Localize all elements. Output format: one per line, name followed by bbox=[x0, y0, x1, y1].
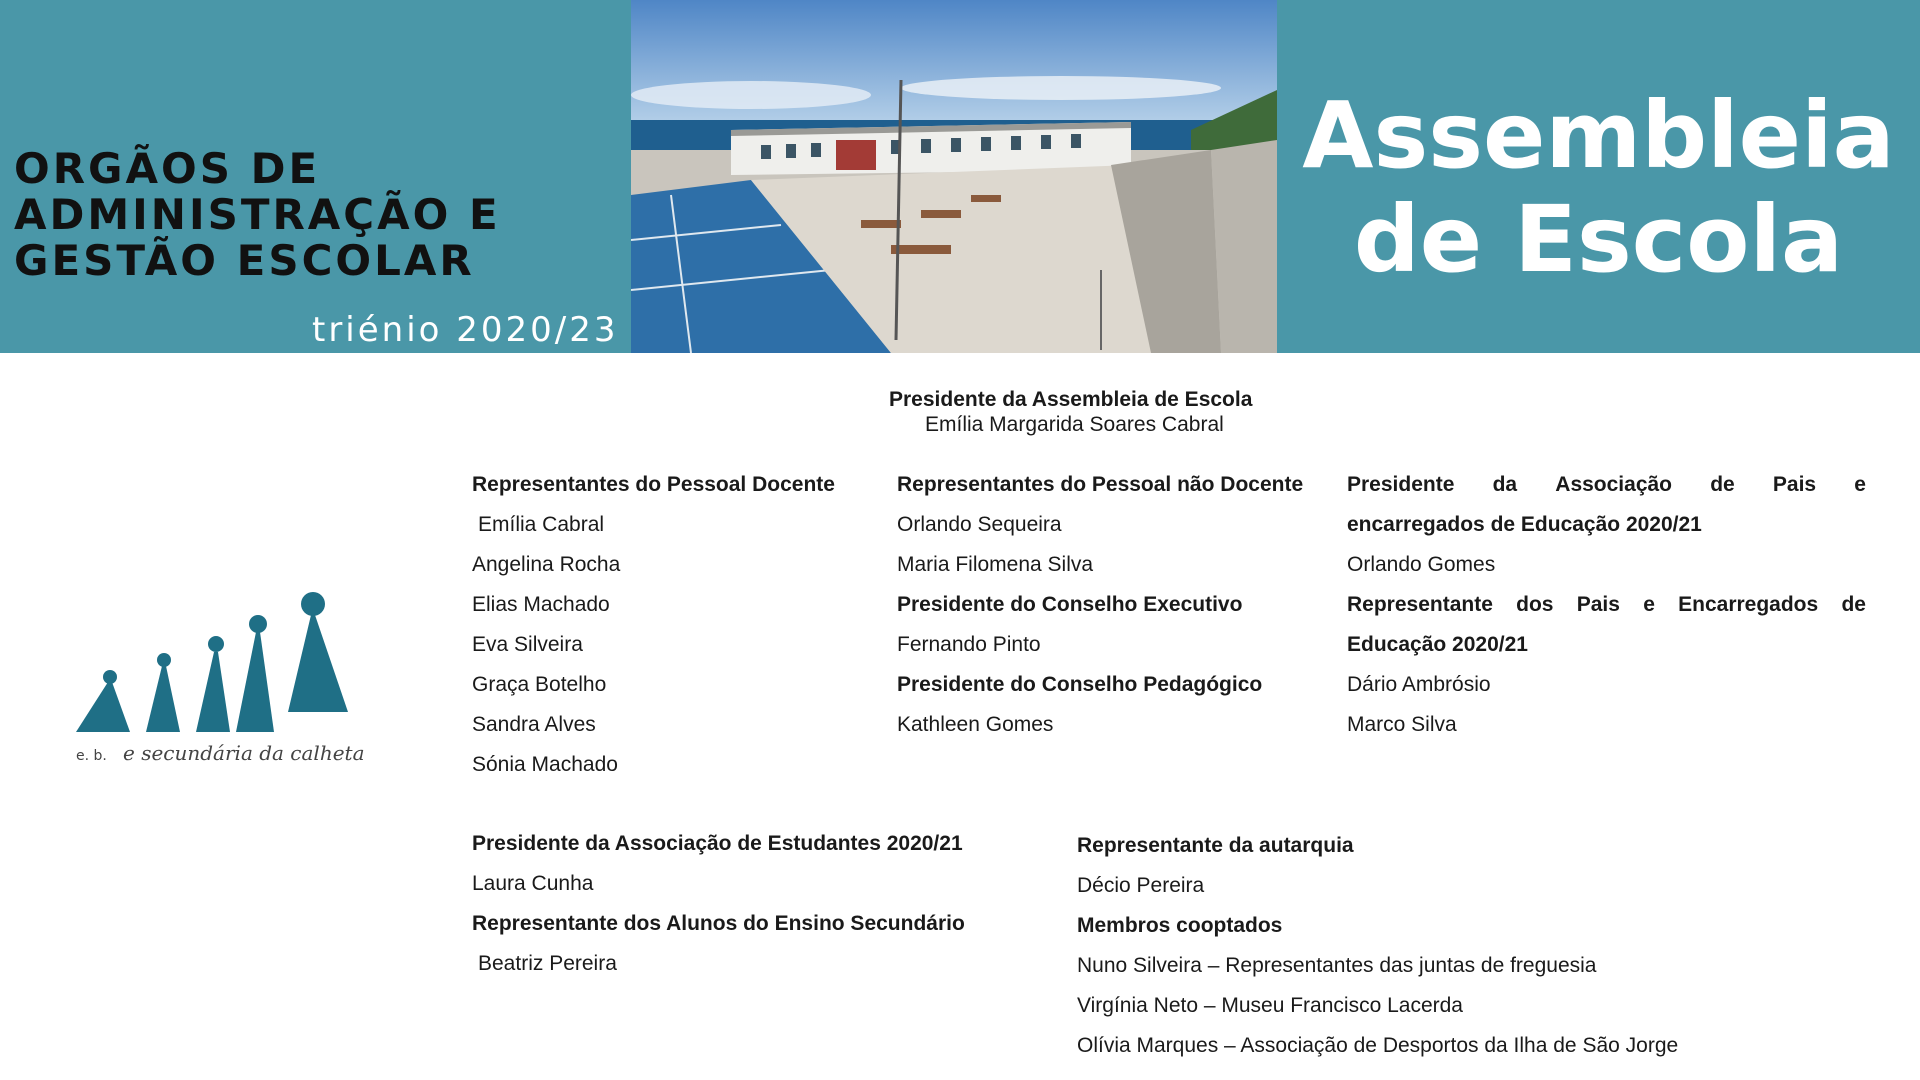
president-heading: Presidente da Assembleia de Escola bbox=[889, 388, 1253, 411]
list-item: Maria Filomena Silva bbox=[897, 553, 1094, 576]
main-title bbox=[1277, 84, 1920, 292]
section-title bbox=[14, 146, 614, 284]
school-logo bbox=[68, 582, 368, 772]
list-item: Angelina Rocha bbox=[472, 553, 621, 576]
docente-section bbox=[472, 465, 835, 785]
list-item: Marco Silva bbox=[1347, 713, 1457, 736]
conselho-pedagogico-heading: Presidente do Conselho Pedagógico bbox=[897, 673, 1263, 696]
main-title-line: de Escola bbox=[1353, 186, 1844, 293]
conselho-executivo-heading: Presidente do Conselho Executivo bbox=[897, 593, 1243, 616]
autarquia-section bbox=[1077, 826, 1678, 1066]
list-item: Fernando Pinto bbox=[897, 633, 1041, 656]
period-label: triénio 2020/23 bbox=[312, 310, 619, 350]
header-band bbox=[0, 0, 1920, 353]
list-item: Emília Cabral bbox=[478, 513, 605, 536]
nao-docente-heading: Representantes do Pessoal não Docente bbox=[897, 473, 1304, 496]
associacao-pais-heading: Presidente da Associação de Pais e bbox=[1347, 473, 1866, 496]
list-item: Virgínia Neto – Museu Francisco Lacerda bbox=[1077, 994, 1463, 1017]
list-item: Nuno Silveira – Representantes das juntas de freguesia bbox=[1077, 954, 1597, 977]
list-item: Sandra Alves bbox=[472, 713, 596, 736]
nao-docente-section bbox=[897, 465, 1303, 745]
estudantes-section bbox=[472, 824, 965, 984]
autarquia-heading: Representante da autarquia bbox=[1077, 834, 1354, 857]
list-item: Sónia Machado bbox=[472, 753, 618, 776]
associacao-pais-heading-cont: encarregados de Educação 2020/21 bbox=[1347, 513, 1702, 536]
alunos-secundario-heading: Representante dos Alunos do Ensino Secundário bbox=[472, 912, 965, 935]
section-title-line: ADMINISTRAÇÃO E bbox=[14, 190, 501, 239]
section-title-line: GESTÃO ESCOLAR bbox=[14, 236, 475, 285]
list-item: Elias Machado bbox=[472, 593, 610, 616]
list-item: Décio Pereira bbox=[1077, 874, 1205, 897]
logo-prefix: e. b. bbox=[76, 748, 107, 764]
list-item: Orlando Sequeira bbox=[897, 513, 1062, 536]
list-item: Eva Silveira bbox=[472, 633, 583, 656]
cooptados-heading: Membros cooptados bbox=[1077, 914, 1283, 937]
list-item: Beatriz Pereira bbox=[478, 952, 617, 975]
section-title-line: ORGÃOS DE bbox=[14, 144, 321, 193]
list-item: Orlando Gomes bbox=[1347, 553, 1496, 576]
estudantes-heading: Presidente da Associação de Estudantes 2020/21 bbox=[472, 832, 963, 855]
pais-section bbox=[1347, 465, 1866, 745]
representante-pais-heading-cont: Educação 2020/21 bbox=[1347, 633, 1528, 656]
list-item: Dário Ambrósio bbox=[1347, 673, 1491, 696]
list-item: Olívia Marques – Associação de Desportos da Ilha de São Jorge bbox=[1077, 1034, 1679, 1057]
logo-text: e secundária da calheta bbox=[123, 741, 365, 765]
list-item: Graça Botelho bbox=[472, 673, 607, 696]
representante-pais-heading: Representante dos Pais e Encarregados de bbox=[1347, 593, 1866, 616]
school-photo bbox=[631, 0, 1277, 353]
docente-heading: Representantes do Pessoal Docente bbox=[472, 473, 835, 496]
list-item: Kathleen Gomes bbox=[897, 713, 1054, 736]
main-title-line: Assembleia bbox=[1302, 82, 1895, 189]
list-item: Laura Cunha bbox=[472, 872, 594, 895]
president-name: Emília Margarida Soares Cabral bbox=[925, 413, 1224, 436]
